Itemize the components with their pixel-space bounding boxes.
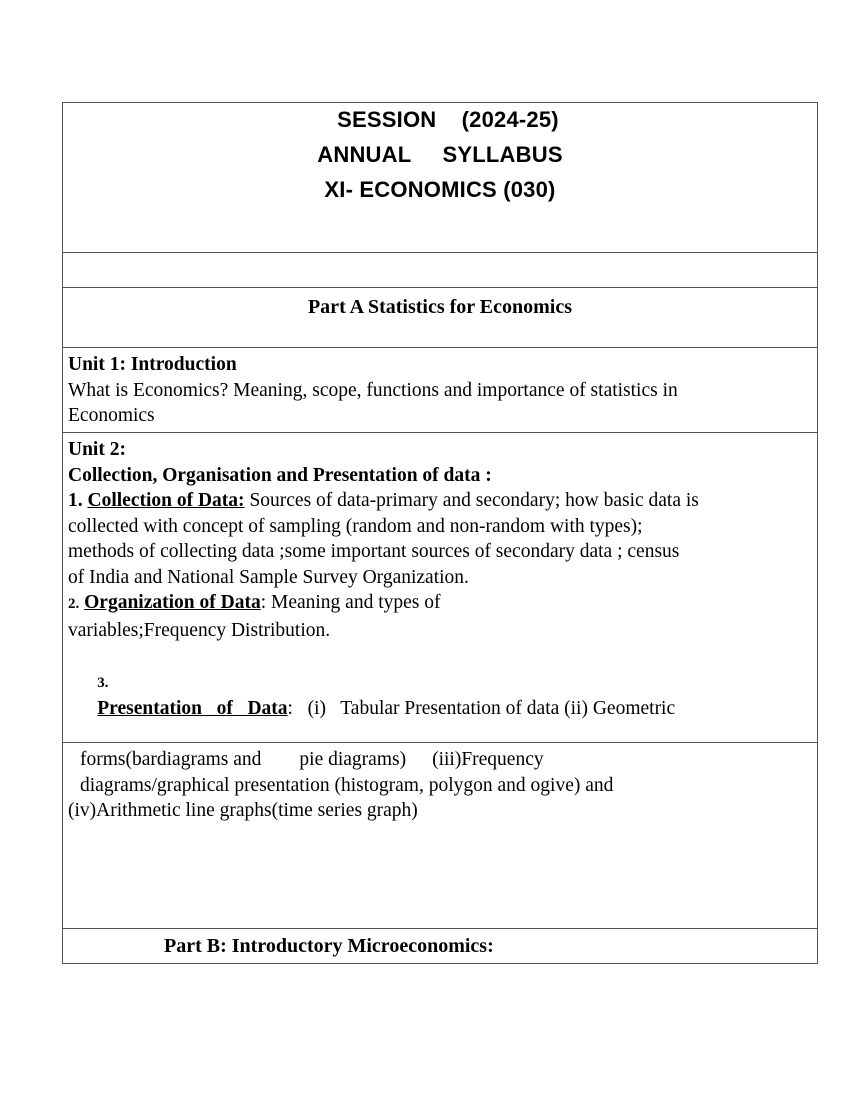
organization-of-data-title: Organization of Data bbox=[84, 592, 261, 613]
part-b-title: Part B: Introductory Microeconomics: bbox=[164, 935, 494, 957]
item-number: 2. bbox=[68, 596, 80, 612]
unit-2-subheading: Collection, Organisation and Presentation of data : bbox=[68, 464, 492, 486]
collection-text-line: collected with concept of sampling (random and non-random with types); bbox=[68, 515, 643, 537]
unit-1-text-line: Economics bbox=[68, 405, 155, 426]
collection-text: Sources of data-primary and secondary; how basic data is bbox=[244, 490, 699, 511]
unit-1-heading: Unit 1: Introduction bbox=[68, 354, 237, 375]
presentation-of-data-title: Presentation of Data bbox=[97, 698, 288, 719]
organization-text: : Meaning and types of bbox=[260, 592, 441, 613]
part-a-cell bbox=[63, 288, 817, 348]
presentation-text-line: diagrams/graphical presentation (histogram, polygon and ogive) and bbox=[80, 774, 614, 796]
part-a-title: Part A Statistics for Economics bbox=[307, 296, 573, 318]
presentation-of-data-item bbox=[68, 643, 812, 747]
annual-syllabus-title: ANNUAL SYLLABUS bbox=[317, 142, 563, 167]
presentation-text-segment: (iii)Frequency bbox=[432, 749, 544, 770]
organization-text-line: variables;Frequency Distribution. bbox=[68, 619, 331, 641]
presentation-text-line: (iv)Arithmetic line graphs(time series graph) bbox=[68, 800, 418, 821]
collection-of-data-title: Collection of Data: bbox=[87, 490, 245, 511]
item-number: 1. bbox=[68, 490, 83, 511]
organization-of-data-item bbox=[68, 590, 812, 618]
unit-1-text-line: What is Economics? Meaning, scope, functions and importance of statistics in bbox=[68, 379, 678, 401]
unit-2-cell bbox=[63, 433, 817, 821]
presentation-text-segment: forms(bardiagrams and bbox=[80, 749, 262, 770]
unit-2-heading: Unit 2: bbox=[68, 439, 126, 460]
subject-title: XI- ECONOMICS (030) bbox=[324, 177, 556, 202]
syllabus-table bbox=[62, 102, 818, 964]
collection-text-line: of India and National Sample Survey Organization. bbox=[68, 566, 469, 588]
item-number: 3. bbox=[97, 674, 109, 691]
header-cell bbox=[63, 103, 817, 253]
collection-text-line: methods of collecting data ;some important sources of secondary data ; census bbox=[68, 541, 680, 562]
presentation-text-segment: pie diagrams) bbox=[299, 749, 407, 770]
session-title: SESSION (2024-25) bbox=[337, 107, 559, 132]
blank-row bbox=[63, 253, 817, 288]
collection-of-data-item bbox=[68, 488, 812, 514]
empty-row bbox=[63, 743, 817, 929]
part-b-cell bbox=[63, 929, 817, 963]
presentation-text: : (i) Tabular Presentation of data (ii) Geometric bbox=[287, 698, 676, 719]
unit-1-cell bbox=[63, 348, 817, 433]
